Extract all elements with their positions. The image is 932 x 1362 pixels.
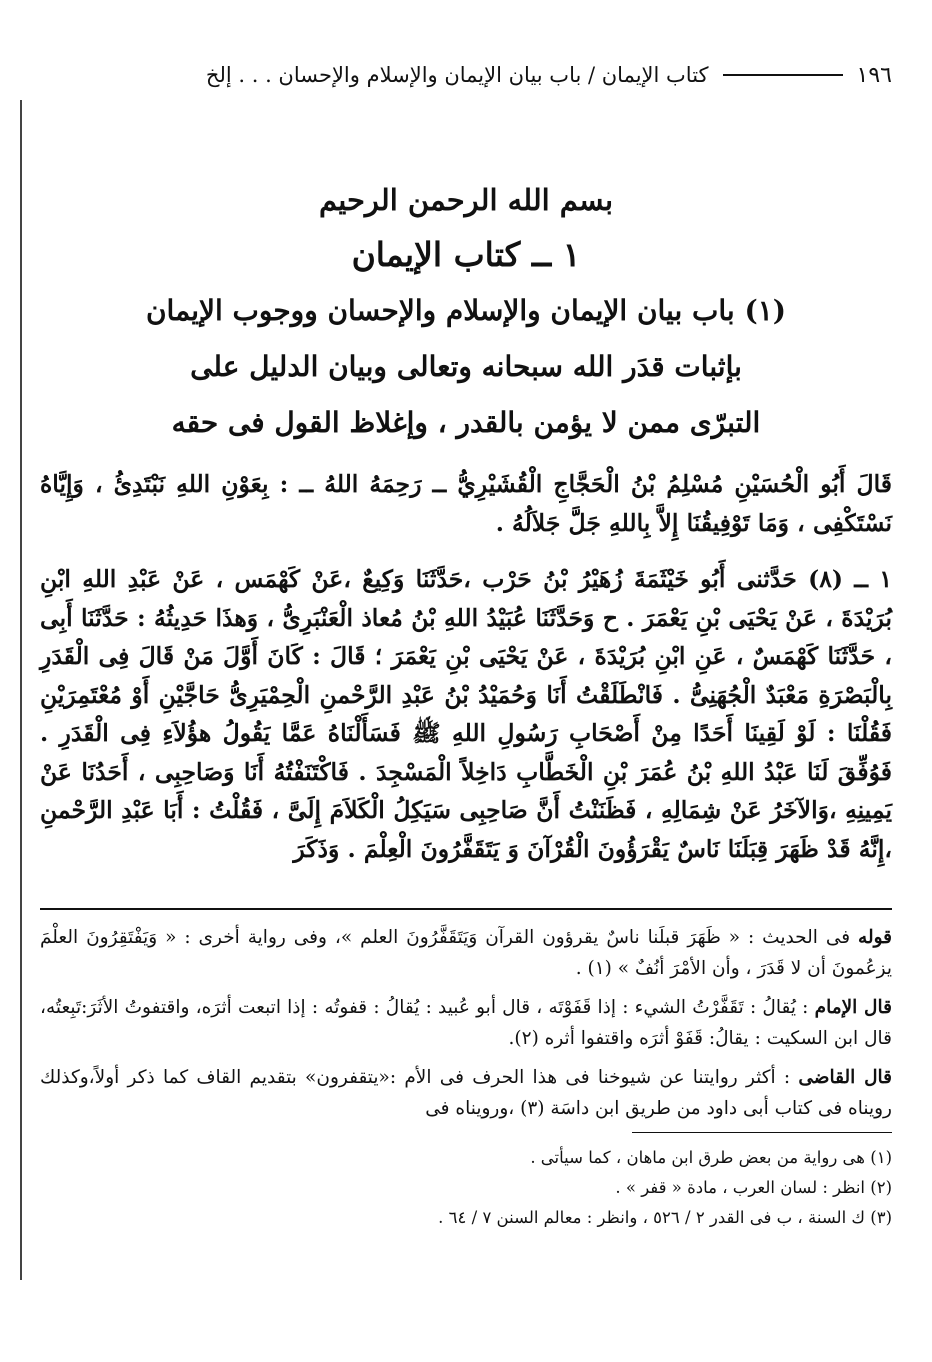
chapter-title-line-3: التبرّى ممن لا يؤمن بالقدر ، وإغلاظ القول فى حقه xyxy=(171,406,761,439)
commentary-lead: قال القاضى xyxy=(798,1066,892,1088)
commentary-paragraph xyxy=(40,1062,892,1124)
commentary-section xyxy=(40,922,892,1124)
hadith-paragraph: ١ ــ (٨) حَدَّثنى أَبُو خَيْثَمَةَ زُهَيْرُ بْنُ حَرْب ،حَدَّثَنَا وَكِيعٌ ،عَنْ كَهْمَس ، عَنْ عَبْدِ اللهِ ابْنِ بُرَيْدَةَ ، عَنْ يَحْيَى بْنِ يَعْمَرَ . ح وَحَدَّثَنَا عُبَيْدُ اللهِ بْنُ مُعاذ الْعَنْبَرِىُّ ، وَهذَا حَدِيثُهُ : حَدَّثَنَا أَبِى ، حَدَّثَنَا كَهْمَسٌ ، عَنِ ابْنِ بُرَيْدَةَ ، عَنْ يَحْيَى بْنِ يَعْمَرَ ؛ قَالَ : كَانَ أَوَّلَ مَنْ قَالَ فِى الْقَدَرِ بِالْبَصْرَةِ مَعْبَدٌ الْجُهَنِىُّ . فَانْطَلَقْتُ أَنَا وَحُمَيْدُ بْنُ عَبْدِ الرَّحْمنِ الْحِمْيَرِىُّ حَاجَّيْنِ أَوْ مُعْتَمِرَيْنِ فَقُلْنَا : لَوْ لَقِينَا أَحَدًا مِنْ أَصْحَابِ رَسُولِ اللهِ ﷺ فَسَأَلْنَاهُ عَمَّا يَقُولُ هؤُلاَءِ فِى الْقَدَرِ . فَوُفِّقَ لَنَا عَبْدُ اللهِ بْنُ عُمَرَ بْنِ الْخَطَّابِ دَاخِلاً الْمَسْجِدَ . فَاكْتَنَفْتُهُ أَنَا وَصَاحِبِى ، أَحَدُنَا عَنْ يَمِينِهِ ،وَالآخَرُ عَنْ شِمَالِهِ ، فَظَنَنْتُ أَنَّ صَاحِبِى سَيَكِلُ الْكَلاَمَ إِلَىَّ ، فَقُلْتُ : أَبَا عَبْدِ الرَّحْمنِ ،إِنَّهُ قَدْ ظَهَرَ قِبَلَنَا نَاسٌ يَقْرَؤُونَ الْقُرْآنَ وَ يَتَقَفَّرُونَ الْعِلْمَ . وَذَكَرَ xyxy=(40,565,892,863)
commentary-divider xyxy=(40,908,892,910)
commentary-paragraph xyxy=(40,922,892,984)
commentary-paragraph xyxy=(40,992,892,1054)
commentary-text: : يُقالُ : تَقَفَّرْتُ الشيء : إذا قَفَوْتَه ، قال أبو عُبيد : يُقالُ : قفوتُه : إذا اتبعت أثرَه، واقتفوتُ الأثَرَ:تَبِعتُه، قال ابن السكيت : يقالُ: قَفَوْ أثرَه واقتفوا أثره (٢). xyxy=(40,996,892,1049)
book-page xyxy=(40,55,892,1233)
commentary-lead: قال الإمام xyxy=(814,996,892,1018)
commentary-text: : أكثر روايتنا عن شيوخنا فى هذا الحرف فى الأم :«يتقفرون» بتقديم القاف كما ذكر أولاً،وكذلك رويناه فى كتاب أبى داود من طريق ابن داسَة (٣) ،ورويناه فى xyxy=(40,1066,892,1119)
section-headings xyxy=(40,173,892,451)
footnote: (٣) ك السنة ، ب فى القدر ٢ / ٥٢٦ ، وانظر : معالم السنن ٧ / ٦٤ . xyxy=(438,1208,892,1227)
binding-edge-line xyxy=(20,100,22,1280)
footnote: (٢) انظر : لسان العرب ، مادة « قفر » . xyxy=(615,1178,892,1197)
chapter-title-line-1: (١) باب بيان الإيمان والإسلام والإحسان ووجوب الإيمان xyxy=(145,294,787,327)
basmala: بسم الله الرحمن الرحيم xyxy=(318,183,614,217)
footnote-divider xyxy=(632,1132,892,1134)
running-head xyxy=(40,55,892,95)
main-text xyxy=(40,465,892,868)
commentary-lead: قوله xyxy=(858,926,892,948)
page-number: ١٩٦ xyxy=(856,62,892,88)
header-rule xyxy=(723,74,843,76)
chapter-title-line-2: بإثبات قدَر الله سبحانه وتعالى وبيان الدليل على xyxy=(190,350,742,383)
footnotes xyxy=(40,1143,892,1233)
footnote: (١) هى رواية من بعض طرق ابن ماهان ، كما سيأتى . xyxy=(530,1148,892,1167)
commentary-text: فى الحديث : « ظَهَرَ قبلَنا ناسٌ يقرؤون القرآن وَيَتَقَفَّرُونَ العلم »، وفى رواية أخرى : « وَيَفْتَقِرُونَ العلْمَ يزعُمونَ أن لا قَدَرَ ، وأن الأمْرَ أنُفٌ » (١) . xyxy=(40,926,892,979)
intro-paragraph: قَالَ أَبُو الْحُسَيْنِ مُسْلِمُ بْنُ الْحَجَّاجِ الْقُشَيْرِيُّ ــ رَحِمَهُ اللهُ ــ : بِعَوْنِ اللهِ نَبْتَدِئُ ، وَإِيَّاهُ نَسْتَكْفِى ، وَمَا تَوْفِيقُنَا إِلاَّ بِاللهِ جَلَّ جَلاَلُهُ . xyxy=(40,470,892,537)
running-head-title: كتاب الإيمان / باب بيان الإيمان والإسلام والإحسان . . . إلخ xyxy=(205,63,709,87)
book-title: ١ ــ كتاب الإيمان xyxy=(351,235,581,274)
